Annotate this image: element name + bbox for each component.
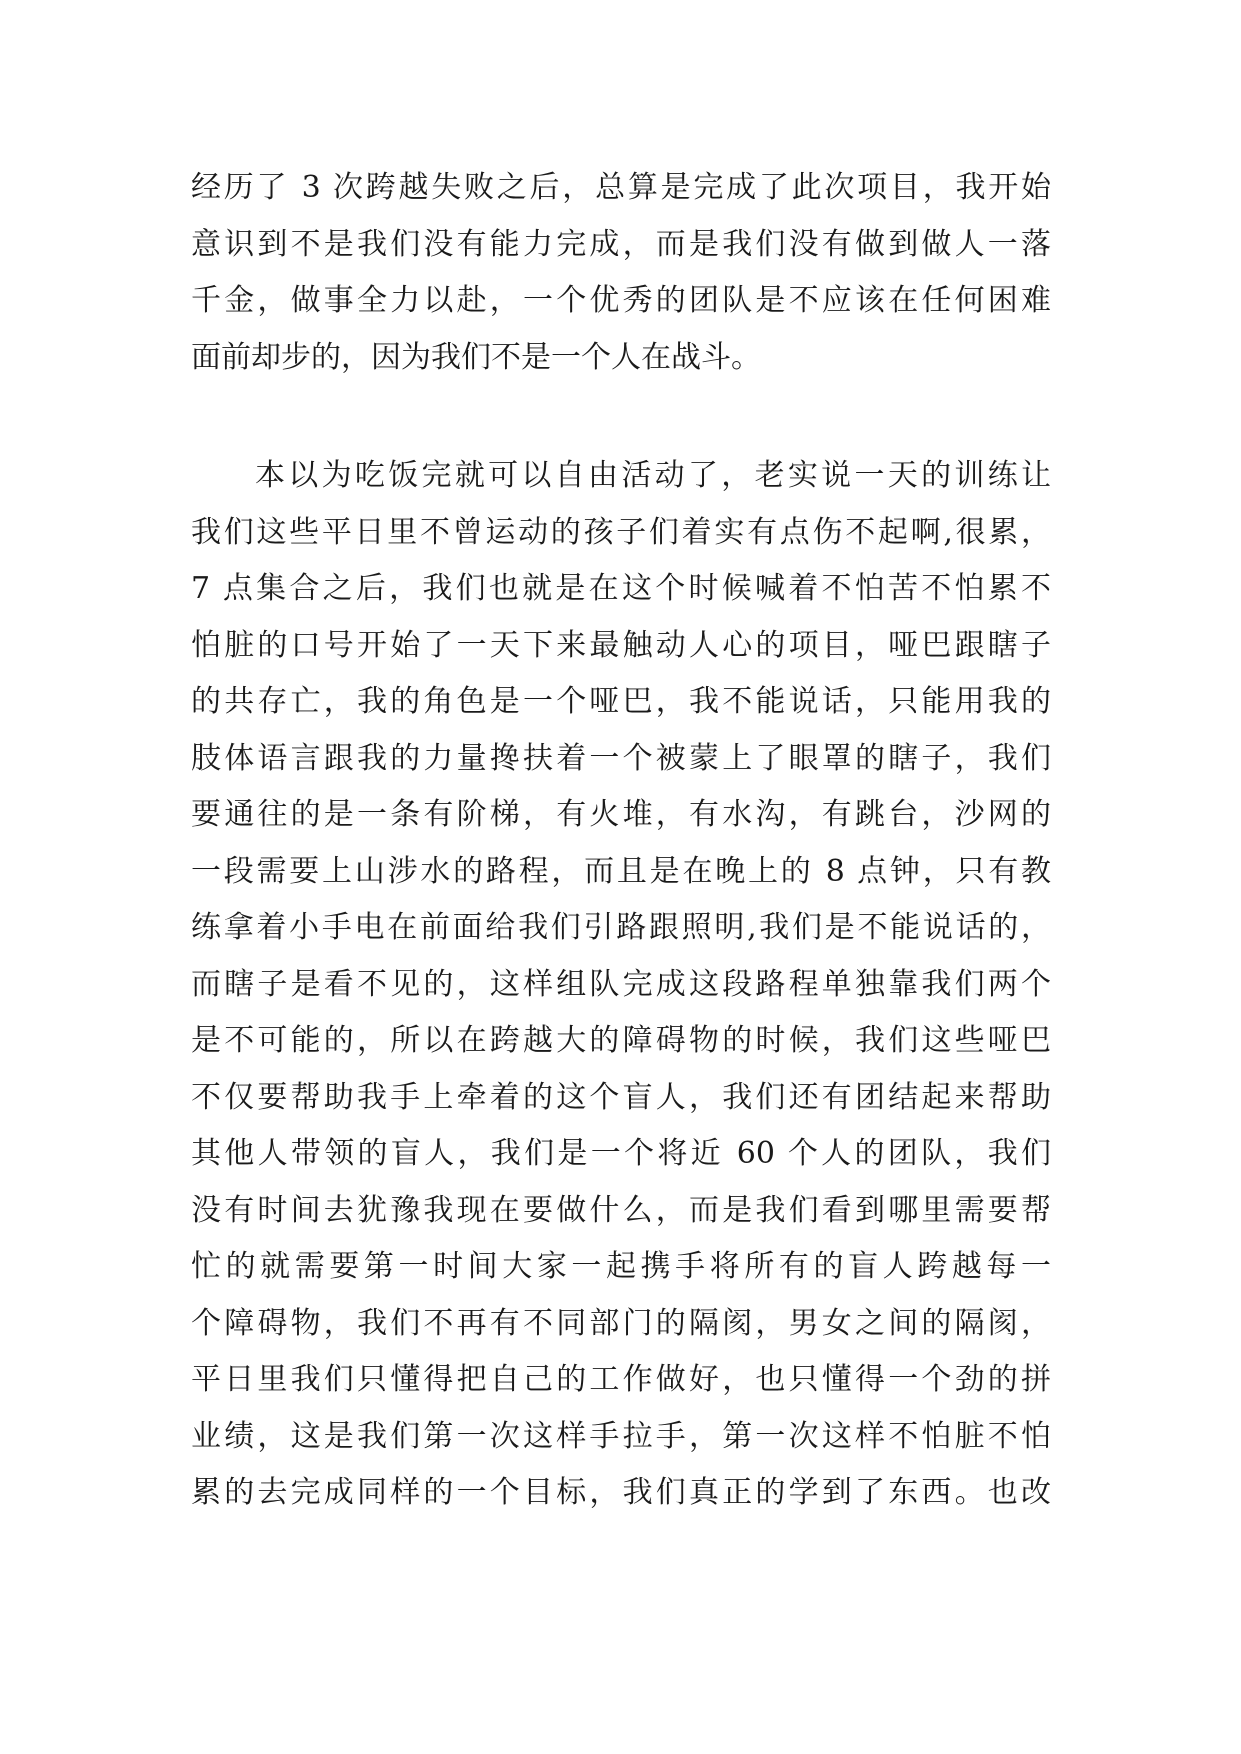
- text-line: 累的去完成同样的一个目标，我们真正的学到了东西。也改: [191, 1475, 1051, 1510]
- text-line: 经历了 3 次跨越失败之后，总算是完成了此次项目，我开始: [191, 170, 1051, 205]
- text-line: 本以为吃饭完就可以自由活动了，老实说一天的训练让: [255, 458, 1051, 493]
- paragraph-1: [191, 160, 1051, 386]
- text-line: 平日里我们只懂得把自己的工作做好，也只懂得一个劲的拼: [191, 1362, 1051, 1397]
- text-line: 不仅要帮助我手上牵着的这个盲人，我们还有团结起来帮助: [191, 1079, 1051, 1115]
- text-line: 业绩，这是我们第一次这样手拉手，第一次这样不怕脏不怕: [191, 1418, 1051, 1454]
- text-line: 面前却步的，因为我们不是一个人在战斗。: [191, 339, 761, 375]
- text-line: 7 点集合之后，我们也就是在这个时候喊着不怕苦不怕累不: [191, 571, 1051, 606]
- text-line: 一段需要上山涉水的路程，而且是在晚上的 8 点钟，只有教: [191, 853, 1051, 889]
- paragraph-2: [191, 448, 1051, 1522]
- text-line: 其他人带领的盲人，我们是一个将近 60 个人的团队，我们: [191, 1136, 1051, 1171]
- text-line: 怕脏的口号开始了一天下来最触动人心的项目，哑巴跟瞎子: [191, 627, 1051, 663]
- text-line: 是不可能的，所以在跨越大的障碍物的时候，我们这些哑巴: [191, 1023, 1051, 1058]
- text-line: 千金，做事全力以赴，一个优秀的团队是不应该在任何困难: [191, 283, 1051, 318]
- text-line: 意识到不是我们没有能力完成，而是我们没有做到做人一落: [191, 226, 1051, 262]
- text-line: 没有时间去犹豫我现在要做什么，而是我们看到哪里需要帮: [191, 1192, 1051, 1228]
- text-line: 的共存亡，我的角色是一个哑巴，我不能说话，只能用我的: [191, 684, 1051, 719]
- text-line: 练拿着小手电在前面给我们引路跟照明,我们是不能说话的，: [191, 910, 1051, 945]
- text-line: 个障碍物，我们不再有不同部门的隔阂，男女之间的隔阂，: [191, 1305, 1051, 1341]
- text-line: 忙的就需要第一时间大家一起携手将所有的盲人跨越每一: [191, 1249, 1051, 1284]
- text-line: 我们这些平日里不曾运动的孩子们着实有点伤不起啊,很累，: [191, 514, 1051, 550]
- text-line: 肢体语言跟我的力量搀扶着一个被蒙上了眼罩的瞎子，我们: [191, 740, 1051, 776]
- text-line: 要通往的是一条有阶梯，有火堆，有水沟，有跳台，沙网的: [191, 797, 1051, 832]
- text-line: 而瞎子是看不见的，这样组队完成这段路程单独靠我们两个: [191, 966, 1051, 1002]
